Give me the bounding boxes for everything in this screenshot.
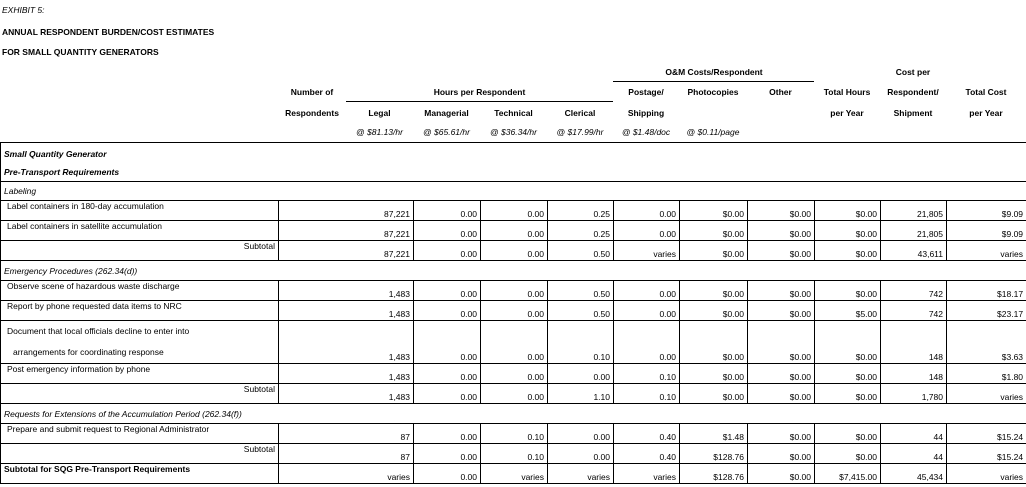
managerial-header: Managerial (424, 108, 469, 118)
cell-respondents: varies (279, 464, 414, 484)
cell-cost-per: $9.09 (947, 201, 1026, 221)
postage-header-1: Postage/ (628, 87, 664, 97)
section-header-emergency: Emergency Procedures (262.34(d)) (1, 261, 1026, 281)
cell-photocopies: $0.00 (748, 281, 815, 301)
num-respondents-header-2: Respondents (285, 108, 339, 118)
table-body (1, 143, 1026, 484)
row-label (1, 321, 279, 364)
cell-managerial: 0.00 (481, 201, 548, 221)
technical-rate: @ $36.34/hr (490, 127, 537, 137)
table-row (1, 321, 1026, 364)
cell-respondents: 87,221 (279, 201, 414, 221)
total-hours-header-2: per Year (830, 108, 864, 118)
section-row-extensions (1, 404, 1026, 424)
cell-total-hours: 742 (881, 301, 947, 321)
cell-legal: 0.00 (414, 424, 481, 444)
cell-respondents: 1,483 (279, 321, 414, 364)
cell-total-hours: 21,805 (881, 221, 947, 241)
subtotal-label: Subtotal (1, 241, 279, 261)
cell-legal: 0.00 (414, 281, 481, 301)
row-label-line-2: arrangements for coordinating response (13, 347, 164, 357)
cell-cost-per: $9.09 (947, 221, 1026, 241)
cell-legal: 0.00 (414, 464, 481, 484)
section-row-emergency (1, 261, 1026, 281)
om-costs-group-header: O&M Costs/Respondent (665, 67, 763, 77)
cell-clerical: varies (614, 241, 680, 261)
total-cost-header-1: Total Cost (965, 87, 1007, 97)
cell-technical: 0.25 (548, 221, 614, 241)
cost-per-header-2: Respondent/ (887, 87, 939, 97)
cell-postage: $0.00 (680, 301, 748, 321)
exhibit-label: EXHIBIT 5: (2, 5, 45, 15)
table-row (1, 281, 1026, 301)
cell-managerial: 0.10 (481, 424, 548, 444)
cell-photocopies: $0.00 (748, 201, 815, 221)
cell-cost-per: $15.24 (947, 444, 1026, 464)
table-subtitle: FOR SMALL QUANTITY GENERATORS (2, 47, 159, 57)
cell-respondents: 1,483 (279, 384, 414, 404)
cell-cost-per: $23.17 (947, 301, 1026, 321)
burden-table (0, 142, 1026, 484)
cell-photocopies: $0.00 (748, 384, 815, 404)
total-hours-header-1: Total Hours (823, 87, 871, 97)
cell-cost-per: varies (947, 464, 1026, 484)
cell-other: $5.00 (815, 301, 881, 321)
cell-cost-per: $15.24 (947, 424, 1026, 444)
cell-managerial: 0.00 (481, 321, 548, 364)
cell-postage: $0.00 (680, 321, 748, 364)
cell-photocopies: $0.00 (748, 424, 815, 444)
cell-postage: $1.48 (680, 424, 748, 444)
cell-clerical: varies (614, 464, 680, 484)
cell-respondents: 87,221 (279, 221, 414, 241)
grand-subtotal-label: Subtotal for SQG Pre-Transport Requirements (1, 464, 279, 484)
cell-postage: $0.00 (680, 201, 748, 221)
cell-legal: 0.00 (414, 384, 481, 404)
cell-technical: 0.50 (548, 281, 614, 301)
cell-technical: varies (548, 464, 614, 484)
cell-cost-per: $18.17 (947, 281, 1026, 301)
cell-legal: 0.00 (414, 221, 481, 241)
cell-cost-per: $1.80 (947, 364, 1026, 384)
cell-respondents: 1,483 (279, 301, 414, 321)
cell-technical: 0.10 (548, 321, 614, 364)
sqg-label: Small Quantity Generator (4, 149, 107, 159)
cell-technical: 0.50 (548, 301, 614, 321)
row-label: Prepare and submit request to Regional Administrator (1, 424, 279, 444)
cell-legal: 0.00 (414, 321, 481, 364)
table-row (1, 424, 1026, 444)
row-label: Observe scene of hazardous waste discharge (1, 281, 279, 301)
cell-clerical: 0.10 (614, 384, 680, 404)
row-label-line-1: Document that local officials decline to enter into (7, 326, 190, 336)
clerical-header: Clerical (564, 108, 596, 118)
cell-total-hours: 45,434 (881, 464, 947, 484)
cell-technical: 1.10 (548, 384, 614, 404)
cell-respondents: 87,221 (279, 241, 414, 261)
technical-header: Technical (494, 108, 533, 118)
cell-cost-per: varies (947, 384, 1026, 404)
hours-group-header: Hours per Respondent (433, 87, 526, 97)
table-row (1, 301, 1026, 321)
cell-total-hours: 44 (881, 444, 947, 464)
cell-managerial: 0.00 (481, 241, 548, 261)
cell-photocopies: $0.00 (748, 364, 815, 384)
cell-other: $0.00 (815, 444, 881, 464)
cell-postage: $0.00 (680, 241, 748, 261)
cell-clerical: 0.00 (614, 301, 680, 321)
cell-technical: 0.50 (548, 241, 614, 261)
cell-postage: $0.00 (680, 221, 748, 241)
om-group-rule (613, 81, 814, 82)
table-row (1, 221, 1026, 241)
legal-header: Legal (368, 108, 391, 118)
cell-postage: $0.00 (680, 281, 748, 301)
cell-other: $0.00 (815, 321, 881, 364)
row-label: Post emergency information by phone (1, 364, 279, 384)
cell-other: $0.00 (815, 424, 881, 444)
cell-managerial: 0.10 (481, 444, 548, 464)
cell-legal: 0.00 (414, 241, 481, 261)
cell-other: $0.00 (815, 221, 881, 241)
cell-managerial: 0.00 (481, 384, 548, 404)
cell-managerial: varies (481, 464, 548, 484)
table-title: ANNUAL RESPONDENT BURDEN/COST ESTIMATES (2, 27, 215, 37)
cell-photocopies: $0.00 (748, 301, 815, 321)
cell-clerical: 0.00 (614, 281, 680, 301)
section-row-sqg (1, 143, 1026, 182)
cell-legal: 0.00 (414, 201, 481, 221)
cell-postage: $0.00 (680, 384, 748, 404)
cell-respondents: 87 (279, 424, 414, 444)
cell-clerical: 0.00 (614, 221, 680, 241)
pretransport-label: Pre-Transport Requirements (4, 167, 120, 177)
total-cost-header-2: per Year (969, 108, 1003, 118)
num-respondents-header-1: Number of (290, 87, 334, 97)
grand-subtotal-row (1, 464, 1026, 484)
cell-total-hours: 21,805 (881, 201, 947, 221)
row-label: Label containers in 180-day accumulation (1, 201, 279, 221)
section-row-labeling (1, 182, 1026, 201)
row-label: Label containers in satellite accumulation (1, 221, 279, 241)
subtotal-label: Subtotal (1, 384, 279, 404)
cell-legal: 0.00 (414, 364, 481, 384)
cell-technical: 0.00 (548, 444, 614, 464)
hours-group-rule (346, 101, 613, 102)
clerical-rate: @ $17.99/hr (556, 127, 604, 137)
cell-managerial: 0.00 (481, 364, 548, 384)
section-header-extensions: Requests for Extensions of the Accumulation Period (262.34(f)) (1, 404, 1026, 424)
cell-total-hours: 43,611 (881, 241, 947, 261)
photocopies-rate: @ $0.11/page (686, 127, 740, 137)
cell-postage: $0.00 (680, 364, 748, 384)
postage-rate: @ $1.48/doc (621, 127, 671, 137)
cell-managerial: 0.00 (481, 301, 548, 321)
cell-clerical: 0.00 (614, 201, 680, 221)
cell-total-hours: 742 (881, 281, 947, 301)
cell-photocopies: $0.00 (748, 321, 815, 364)
photocopies-header: Photocopies (687, 87, 739, 97)
subtotal-label: Subtotal (1, 444, 279, 464)
table-row (1, 364, 1026, 384)
cell-total-hours: 1,780 (881, 384, 947, 404)
cell-other: $0.00 (815, 364, 881, 384)
postage-header-2: Shipping (627, 108, 665, 118)
cell-legal: 0.00 (414, 301, 481, 321)
cost-per-header-3: Shipment (893, 108, 933, 118)
cell-technical: 0.00 (548, 424, 614, 444)
cell-respondents: 1,483 (279, 281, 414, 301)
cell-other: $0.00 (815, 201, 881, 221)
cell-technical: 0.25 (548, 201, 614, 221)
cell-legal: 0.00 (414, 444, 481, 464)
table-row (1, 201, 1026, 221)
cell-clerical: 0.10 (614, 364, 680, 384)
cell-managerial: 0.00 (481, 281, 548, 301)
cell-cost-per: $3.63 (947, 321, 1026, 364)
cell-other: $0.00 (815, 241, 881, 261)
cell-clerical: 0.40 (614, 444, 680, 464)
cell-other: $0.00 (815, 384, 881, 404)
subtotal-row (1, 241, 1026, 261)
cell-other: $0.00 (815, 281, 881, 301)
subtotal-row (1, 384, 1026, 404)
cell-photocopies: $0.00 (748, 241, 815, 261)
row-label: Report by phone requested data items to NRC (1, 301, 279, 321)
other-header: Other (769, 87, 792, 97)
cell-clerical: 0.00 (614, 321, 680, 364)
cell-respondents: 87 (279, 444, 414, 464)
cell-photocopies: $0.00 (748, 221, 815, 241)
cell-postage: $128.76 (680, 444, 748, 464)
cell-technical: 0.00 (548, 364, 614, 384)
cell-clerical: 0.40 (614, 424, 680, 444)
section-header-labeling: Labeling (1, 182, 1026, 201)
section-header-sqg (1, 143, 1026, 182)
cell-photocopies: $0.00 (748, 444, 815, 464)
legal-rate: @ $81.13/hr (356, 127, 403, 137)
cell-total-hours: 44 (881, 424, 947, 444)
cell-postage: $128.76 (680, 464, 748, 484)
cell-other: $7,415.00 (815, 464, 881, 484)
cell-total-hours: 148 (881, 321, 947, 364)
managerial-rate: @ $65.61/hr (423, 127, 470, 137)
cost-per-header-1: Cost per (895, 67, 931, 77)
cell-photocopies: $0.00 (748, 464, 815, 484)
cell-respondents: 1,483 (279, 364, 414, 384)
cell-total-hours: 148 (881, 364, 947, 384)
cell-cost-per: varies (947, 241, 1026, 261)
cell-managerial: 0.00 (481, 221, 548, 241)
subtotal-row (1, 444, 1026, 464)
